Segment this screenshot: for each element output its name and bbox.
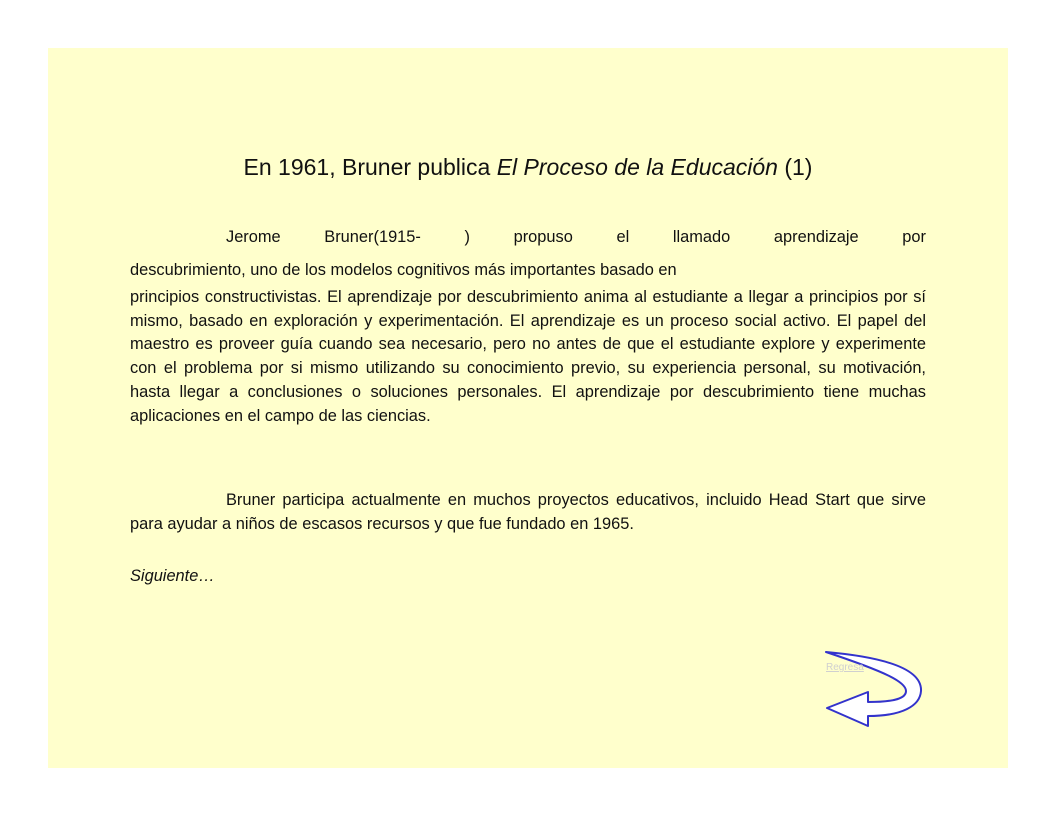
back-button[interactable] xyxy=(824,646,926,740)
paragraph-1-line-2: descubrimiento, uno de los modelos cognitivos más importantes basado en xyxy=(130,261,677,279)
paragraph-1-line-1 xyxy=(130,226,926,250)
title-book-name: El Proceso de la Educación xyxy=(496,154,778,180)
paragraph-1-body: principios constructivistas. El aprendizaje por descubrimiento anima al estudiante a llegar a principios por sí mismo, basado en exploración y experimentación. El aprendizaje es un proceso social activo. El papel del maestro es proveer guía cuando sea necesario, pero no antes de que el estudiante explore y experimente con el problema por si mismo utilizando su conocimiento previo, su experiencia personal, su motivación, hasta llegar a conclusiones o soluciones personales. El aprendizaje por descubrimiento tiene muchas aplicaciones en el campo de las ciencias. xyxy=(130,288,926,425)
back-button-label[interactable]: Regresa xyxy=(826,662,864,673)
paragraph-2 xyxy=(130,489,926,536)
paragraph-1-line-1-text: Jerome Bruner(1915- ) propuso el llamado aprendizaje por xyxy=(226,228,926,246)
title-text: En 1961, Bruner publica xyxy=(243,154,497,180)
slide-title xyxy=(48,154,1008,181)
title-suffix: (1) xyxy=(777,154,813,180)
paragraph-2-text: Bruner participa actualmente en muchos proyectos educativos, incluido Head Start que sirve para ayudar a niños de escasos recursos y que fue fundado en 1965. xyxy=(130,491,926,533)
next-link[interactable]: Siguiente… xyxy=(130,567,215,585)
curved-back-arrow-icon xyxy=(824,646,926,740)
slide xyxy=(48,48,1008,768)
